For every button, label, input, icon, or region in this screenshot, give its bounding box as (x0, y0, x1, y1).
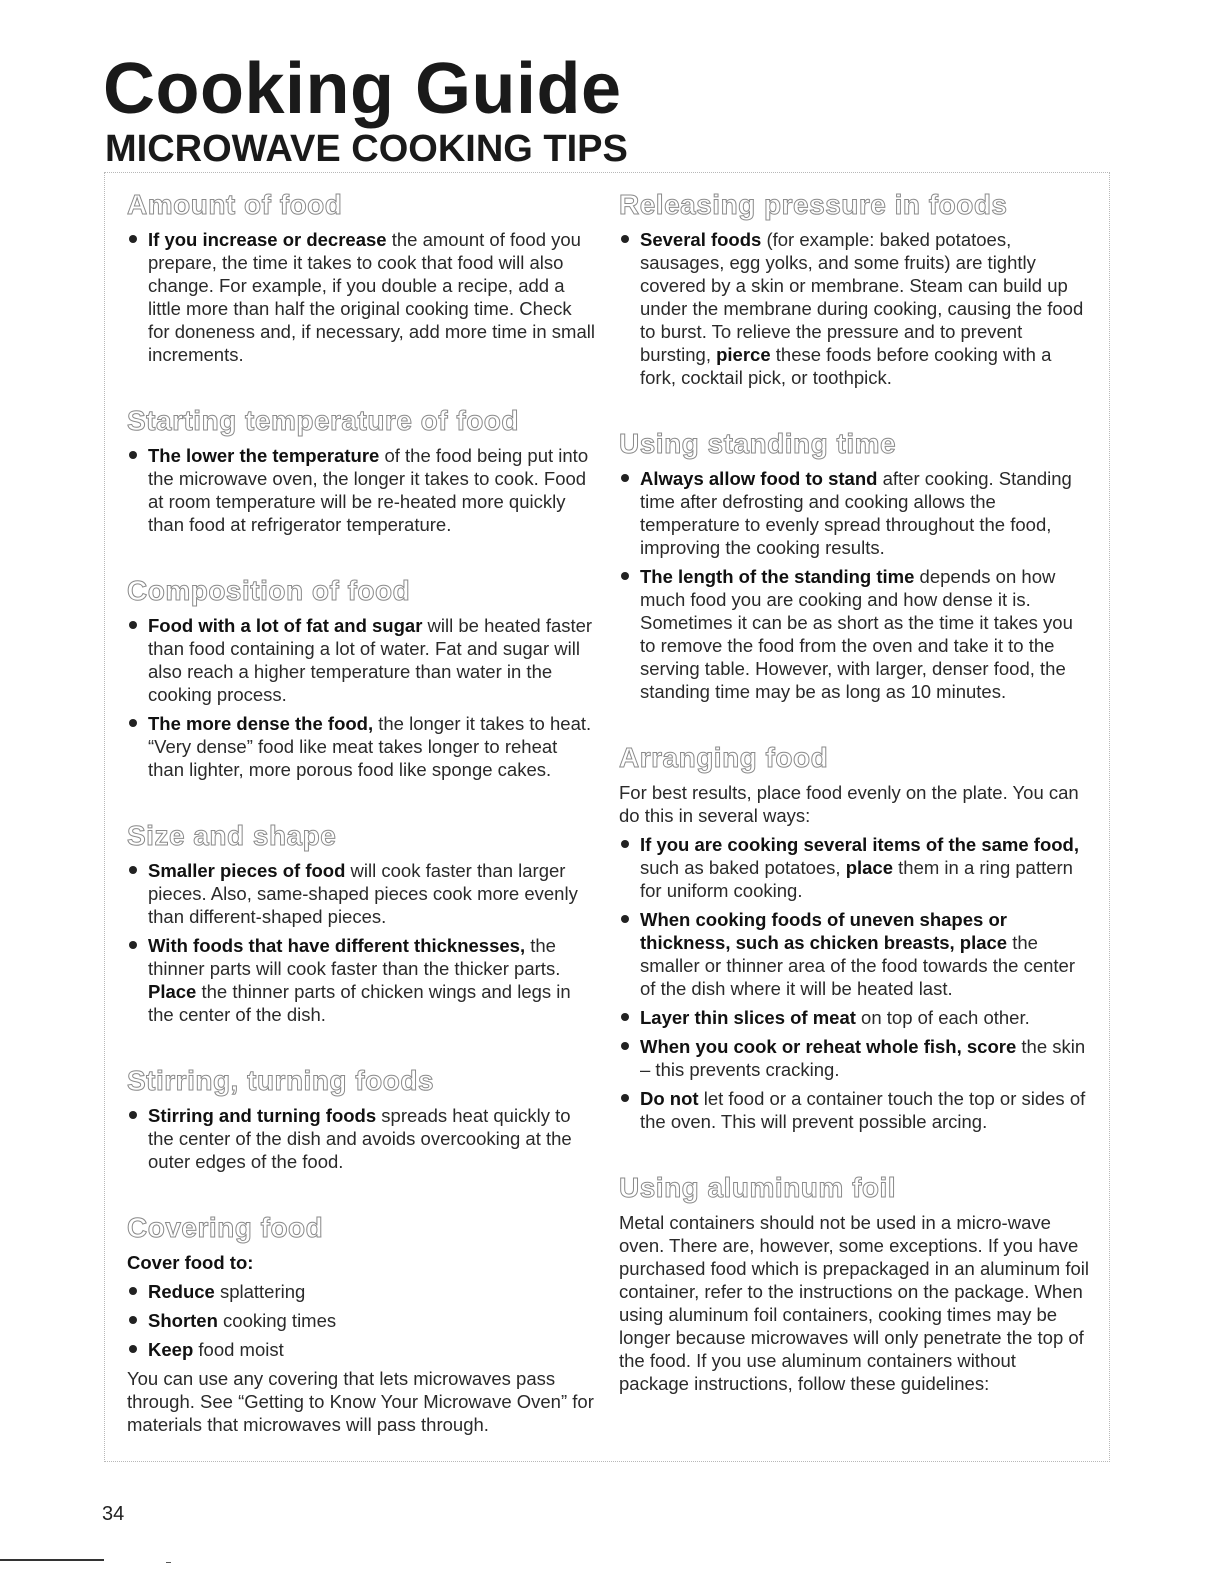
bold-lead: Layer thin slices of meat (640, 1007, 856, 1028)
footer-rule (0, 1559, 104, 1561)
bullet-icon (129, 1287, 137, 1295)
bold-lead: When you cook or reheat whole fish, score (640, 1036, 1017, 1057)
list-item (619, 833, 1089, 902)
bold-lead: Smaller pieces of food (148, 860, 346, 881)
list-item (619, 467, 1089, 559)
list-item (127, 1309, 597, 1332)
bullet-icon (621, 1013, 629, 1021)
bold-lead: Always allow food to stand (640, 468, 878, 489)
outro-text: You can use any covering that lets microwaves pass through. See “Getting to Know Your Microwave Oven” for materials that microwaves will pass through. (127, 1368, 594, 1435)
section-heading: Using aluminum foil (619, 1172, 897, 1203)
list-item (127, 1338, 597, 1361)
bold-word: Place (148, 981, 197, 1002)
bullet-list (127, 228, 597, 366)
item-text: will be heated faster than food containing a lot of water. Fat and sugar will also reach a higher temperature than water in the cooking process. (148, 615, 593, 705)
intro-text: For best results, place food evenly on the plate. You can do this in several ways: (619, 782, 1079, 826)
bullet-list (127, 859, 597, 1026)
section-covering (127, 1211, 597, 1436)
list-item (619, 1035, 1089, 1081)
bold-lead: The length of the standing time (640, 566, 915, 587)
section-aluminum-foil (619, 1171, 1089, 1395)
bullet-icon (621, 235, 629, 243)
bullet-list (127, 1104, 597, 1173)
bold-lead: Keep (148, 1339, 194, 1360)
list-item (127, 1280, 597, 1303)
bullet-list (619, 467, 1089, 703)
bullet-list (127, 1280, 597, 1361)
item-text: will cook faster than larger pieces. Also, same-shaped pieces cook more evenly than different-shaped pieces. (148, 860, 578, 927)
bold-lead: Food with a lot of fat and sugar (148, 615, 423, 636)
section-heading: Size and shape (127, 820, 337, 851)
left-column (127, 188, 597, 1474)
bold-lead: Several foods (640, 229, 762, 250)
intro-text (127, 1251, 597, 1274)
item-text: after cooking. Standing time after defrosting and cooking allows the temperature to evenly spread throughout the food, improving the cooking results. (640, 468, 1072, 558)
list-item (619, 1087, 1089, 1133)
item-text: splattering (214, 1281, 306, 1302)
bold-lead: Shorten (148, 1310, 218, 1331)
item-text: food moist (193, 1339, 284, 1360)
bold-lead: If you increase or decrease (148, 229, 387, 250)
section-heading: Stirring, turning foods (127, 1065, 435, 1096)
item-text: cooking times (217, 1310, 337, 1331)
bullet-icon (129, 866, 137, 874)
section-heading: Composition of food (127, 575, 411, 606)
bullet-icon (129, 451, 137, 459)
section-standing-time (619, 427, 1089, 703)
bullet-icon (621, 1094, 629, 1102)
page-subtitle: MICROWAVE COOKING TIPS (105, 128, 628, 170)
list-item (619, 1006, 1089, 1029)
section-heading: Starting temperature of food (127, 405, 520, 436)
bullet-icon (621, 474, 629, 482)
list-item (127, 934, 597, 1026)
bullet-list (619, 228, 1089, 389)
item-text: the skin – this prevents cracking. (640, 1036, 1086, 1080)
item-text: depends on how much food you are cooking and how dense it is. Sometimes it can be as short as the time it takes you to remove the food from the oven and take it to the serving table. However, with larger, denser food, the standing time may be as long as 10 minutes. (640, 566, 1073, 702)
bullet-list (127, 444, 597, 536)
bullet-list (127, 614, 597, 781)
item-text: let food or a container touch the top or sides of the oven. This will prevent possible arcing. (640, 1088, 1086, 1132)
body-text: Metal containers should not be used in a micro-wave oven. There are, however, some exceptions. If you have purchased food which is prepackaged in an aluminum foil container, refer to the instructions on the package. When using aluminum foil containers, cooking times may be longer because microwaves will only penetrate the top of the food. If you use aluminum containers without package instructions, follow these guidelines: (619, 1212, 1089, 1394)
list-item (127, 444, 597, 536)
bold-word: place (845, 857, 894, 878)
bullet-icon (129, 1111, 137, 1119)
bold-lead: The lower the temperature (148, 445, 380, 466)
footer-mark (166, 1562, 171, 1563)
item-text: the longer it takes to heat. “Very dense” food like meat takes longer to reheat than lighter, more porous food like sponge cakes. (148, 713, 592, 780)
page-number: 34 (102, 1503, 125, 1525)
list-item (127, 712, 597, 781)
bullet-icon (129, 719, 137, 727)
bullet-icon (129, 1345, 137, 1353)
bullet-icon (621, 915, 629, 923)
item-text: the thinner parts of chicken wings and legs in the center of the dish. (148, 981, 571, 1025)
section-heading: Arranging food (619, 742, 829, 773)
list-item (619, 228, 1089, 389)
bullet-icon (621, 840, 629, 848)
item-text: the smaller or thinner area of the food towards the center of the dish where it will be heated last. (640, 932, 1075, 999)
bullet-icon (129, 941, 137, 949)
section-composition (127, 574, 597, 781)
bold-lead: The more dense the food, (148, 713, 374, 734)
item-text: of the food being put into the microwave oven, the longer it takes to cook. Food at room temperature will be re-heated more quickly than food at refrigerator temperature. (148, 445, 589, 535)
section-arranging (619, 741, 1089, 1133)
bold-lead: Cover food to: (127, 1252, 254, 1273)
list-item (127, 614, 597, 706)
right-column (619, 188, 1089, 1433)
bold-word: pierce (716, 344, 771, 365)
section-heading: Covering food (127, 1212, 324, 1243)
item-text: spreads heat quickly to the center of the dish and avoids overcooking at the outer edges of the food. (148, 1105, 572, 1172)
bullet-icon (129, 1316, 137, 1324)
item-text: such as baked potatoes, (640, 857, 846, 878)
section-releasing-pressure (619, 188, 1089, 389)
bold-lead: If you are cooking several items of the same food, (640, 834, 1079, 855)
bold-lead: Stirring and turning foods (148, 1105, 377, 1126)
item-text: (for example: baked potatoes, sausages, egg yolks, and some fruits) are tightly covered by a skin or membrane. Steam can build up under the membrane during cooking, causing the food to burst. To relieve the pressure and to prevent bursting, (640, 229, 1084, 365)
bold-lead: When cooking foods of uneven shapes or thickness, such as chicken breasts, place (640, 909, 1008, 953)
list-item (127, 1104, 597, 1173)
bullet-icon (129, 235, 137, 243)
list-item (127, 228, 597, 366)
page-title: Cooking Guide (103, 49, 622, 129)
item-text: on top of each other. (855, 1007, 1030, 1028)
bold-lead: Reduce (148, 1281, 215, 1302)
bold-lead: With foods that have different thicknesses, (148, 935, 526, 956)
item-text: the amount of food you prepare, the time it takes to cook that food will also change. For example, if you double a recipe, add a little more than half the original cooking time. Check for doneness and, if necessary, add more time in small increments. (148, 229, 595, 365)
bullet-icon (621, 572, 629, 580)
list-item (619, 565, 1089, 703)
section-size-shape (127, 819, 597, 1026)
section-heading: Releasing pressure in foods (619, 189, 1008, 220)
item-text: them in a ring pattern for uniform cooking. (640, 857, 1073, 901)
bullet-icon (129, 621, 137, 629)
bold-lead: Do not (640, 1088, 699, 1109)
list-item (619, 908, 1089, 1000)
section-heading: Amount of food (127, 189, 343, 220)
section-amount (127, 188, 597, 366)
item-text: the thinner parts will cook faster than the thicker parts. (148, 935, 561, 979)
section-heading: Using standing time (619, 428, 897, 459)
section-starting-temperature (127, 404, 597, 536)
item-text: these foods before cooking with a fork, cocktail pick, or toothpick. (640, 344, 1052, 388)
bullet-icon (621, 1042, 629, 1050)
bullet-list (619, 833, 1089, 1133)
section-stirring (127, 1064, 597, 1173)
list-item (127, 859, 597, 928)
